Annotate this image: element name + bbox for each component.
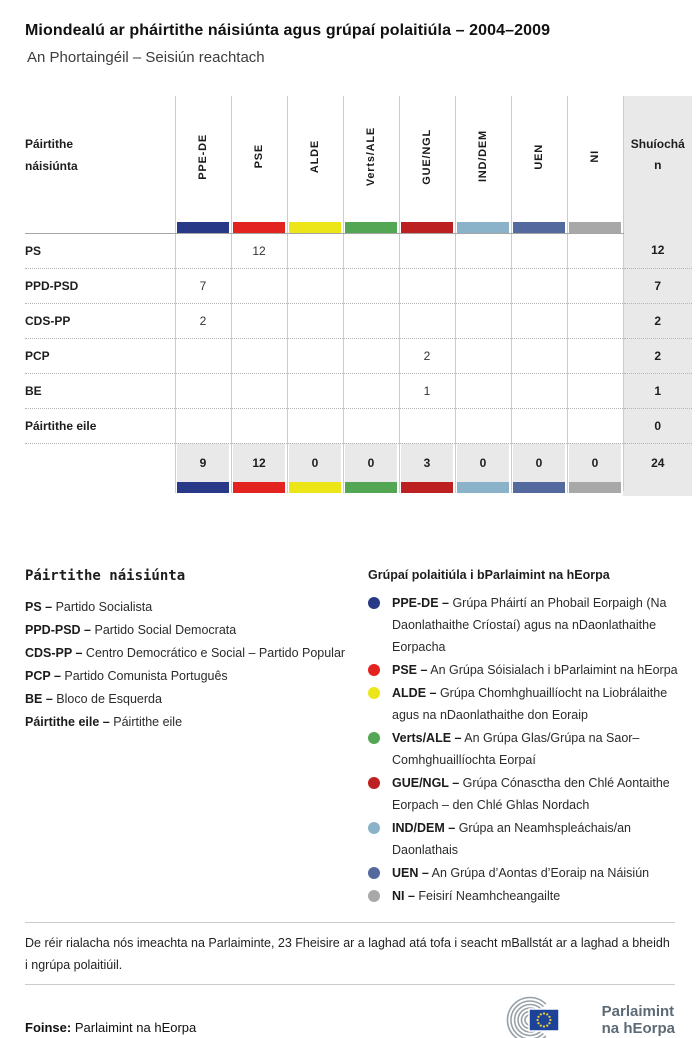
color-bar-verts-ale [343,482,399,493]
group-color-dot [368,597,380,609]
spacer-cell [25,222,175,233]
value-cell [175,338,231,373]
total-seats-cell: 24 [623,443,692,482]
group-color-dot [368,664,380,676]
value-cell [287,303,343,338]
divider [25,922,675,923]
spacer-cell [623,222,692,233]
value-cell [567,303,623,338]
value-cell [511,338,567,373]
total-cell: 3 [399,443,455,482]
value-cell [231,303,287,338]
value-cell [511,268,567,303]
color-bar-uen [511,482,567,493]
value-cell [287,338,343,373]
value-cell [567,373,623,408]
value-cell [175,408,231,443]
seats-cell: 12 [623,233,692,268]
party-label: Páirtithe eile [25,408,175,443]
value-cell [343,268,399,303]
color-bar-ni [567,222,623,233]
color-bar-pse [231,222,287,233]
value-cell [455,303,511,338]
group-color-dot [368,890,380,902]
table-row [25,373,692,408]
column-header-ppe-de: PPE-DE [175,96,231,222]
color-bar-alde [287,222,343,233]
total-cell: 12 [231,443,287,482]
value-cell: 12 [231,233,287,268]
legend-item: Verts/ALE – An Grúpa Glas/Grúpa na Saor–Comhghuaillíochta Eorpaí [368,727,680,771]
national-parties-legend-heading: Páirtithe náisiúnta [25,567,186,584]
source-line: Foinse: Parlaimint na hEorpa [25,1020,197,1035]
legends-section [25,567,678,908]
political-groups-legend [368,568,680,908]
page-subtitle: An Phortaingéil – Seisiún reachtach [27,49,265,66]
page-title: Miondealú ar pháirtithe náisiúnta agus grúpaí polaitiúla – 2004–2009 [25,22,551,39]
legend-item: PPD-PSD – Partido Social Democrata [25,622,237,637]
color-bar-verts-ale [343,222,399,233]
total-cell: 0 [567,443,623,482]
value-cell [231,268,287,303]
value-cell [399,233,455,268]
ep-hemicycle-icon [490,995,594,1038]
table-row [25,338,692,373]
value-cell [175,233,231,268]
total-cell: 0 [287,443,343,482]
legend-item: PCP – Partido Comunista Português [25,668,228,683]
value-cell [455,408,511,443]
value-cell [455,268,511,303]
group-color-dot [368,777,380,789]
value-cell [287,268,343,303]
party-label: CDS-PP [25,303,175,338]
group-color-dot [368,822,380,834]
page-footer [25,995,675,1038]
table-row [25,303,692,338]
value-cell [567,408,623,443]
color-bar-gue-ngl [399,222,455,233]
total-cell: 0 [455,443,511,482]
value-cell: 2 [399,338,455,373]
value-cell: 2 [175,303,231,338]
seats-cell: 2 [623,303,692,338]
column-header-uen: UEN [511,96,567,222]
column-header-ni: NI [567,96,623,222]
eu-flag [529,1009,559,1031]
value-cell [399,408,455,443]
legend-item: CDS-PP – Centro Democrático e Social – Partido Popular [25,645,346,660]
legend-item: PSE – An Grúpa Sóisialach i bParlaimint na hEorpa [368,659,680,681]
table-row [25,233,692,268]
party-label: PCP [25,338,175,373]
legend-item: UEN – An Grúpa d’Aontas d’Eoraip na Náisiún [368,862,680,884]
legend-item: BE – Bloco de Esquerda [25,691,162,706]
infographic-page [0,22,700,1038]
group-color-dot [368,687,380,699]
value-cell [399,268,455,303]
legend-item: PS – Partido Socialista [25,599,153,614]
table-row [25,268,692,303]
value-cell [287,408,343,443]
seats-cell: 2 [623,338,692,373]
color-bar-gue-ngl [399,482,455,493]
value-cell [287,373,343,408]
legend-item: ALDE – Grúpa Chomhghuaillíocht na Liobrálaithe agus na nDaonlathaithe don Eoraip [368,682,680,726]
value-cell [231,408,287,443]
total-cell: 0 [511,443,567,482]
spacer-cell [25,443,175,482]
value-cell [567,338,623,373]
value-cell: 7 [175,268,231,303]
group-color-bar-row [25,222,692,233]
color-bar-pse [231,482,287,493]
seats-cell: 7 [623,268,692,303]
value-cell: 1 [399,373,455,408]
value-cell [567,268,623,303]
value-cell [511,373,567,408]
european-parliament-logo [490,995,675,1038]
totals-row [25,443,692,482]
value-cell [343,233,399,268]
color-bar-ni [567,482,623,493]
column-header-pse: PSE [231,96,287,222]
group-color-bar-row-bottom [25,482,692,493]
color-bar-ind-dem [455,222,511,233]
seats-cell: 1 [623,373,692,408]
value-cell [343,303,399,338]
value-cell [511,233,567,268]
total-cell: 0 [343,443,399,482]
table-row [25,408,692,443]
party-label: BE [25,373,175,408]
ep-logo-wordmark: Parlaimint na hEorpa [601,1002,675,1037]
color-bar-ind-dem [455,482,511,493]
total-cell: 9 [175,443,231,482]
value-cell [455,233,511,268]
color-bar-ppe-de [175,482,231,493]
column-header-verts-ale: Verts/ALE [343,96,399,222]
legend-item: Páirtithe eile – Páirtithe eile [25,714,183,729]
party-label: PS [25,233,175,268]
seats-column-header: Shuíochán [623,96,692,222]
national-parties-legend [25,568,368,908]
color-bar-ppe-de [175,222,231,233]
legend-item: NI – Feisirí Neamhcheangailte [368,885,680,907]
value-cell [231,338,287,373]
value-cell [511,303,567,338]
value-cell [455,373,511,408]
seats-table [25,96,692,496]
divider [25,984,675,985]
value-cell [343,373,399,408]
value-cell [511,408,567,443]
column-header-alde: ALDE [287,96,343,222]
row-axis-header: Páirtithe náisiúnta [25,137,78,173]
legend-item: GUE/NGL – Grúpa Cónasctha den Chlé Aontaithe Eorpach – den Chlé Ghlas Nordach [368,772,680,816]
spacer-cell [623,482,692,493]
value-cell [399,303,455,338]
legend-item: IND/DEM – Grúpa an Neamhspleáchais/an Daonlathais [368,817,680,861]
political-groups-legend-heading: Grúpaí polaitiúla i bParlaimint na hEorpa [368,567,610,582]
color-bar-alde [287,482,343,493]
group-color-dot [368,867,380,879]
value-cell [567,233,623,268]
column-header-gue-ngl: GUE/NGL [399,96,455,222]
group-header-row [25,96,692,222]
value-cell [175,373,231,408]
footnote: De réir rialacha nós imeachta na Parlaiminte, 23 Fheisire ar a laghad atá tofa i seacht mBallstát ar a laghad a bheidh i ngrúpa polaitiúil. [25,935,670,972]
group-color-dot [368,732,380,744]
legend-item: PPE-DE – Grúpa Pháirtí an Phobail Eorpaigh (Na Daonlathaithe Críostaí) agus na nDaonlathaithe Eorpacha [368,592,680,658]
seats-cell: 0 [623,408,692,443]
value-cell [231,373,287,408]
color-bar-uen [511,222,567,233]
column-header-ind-dem: IND/DEM [455,96,511,222]
value-cell [343,338,399,373]
party-label: PPD-PSD [25,268,175,303]
spacer-cell [25,482,175,493]
value-cell [455,338,511,373]
value-cell [287,233,343,268]
value-cell [343,408,399,443]
